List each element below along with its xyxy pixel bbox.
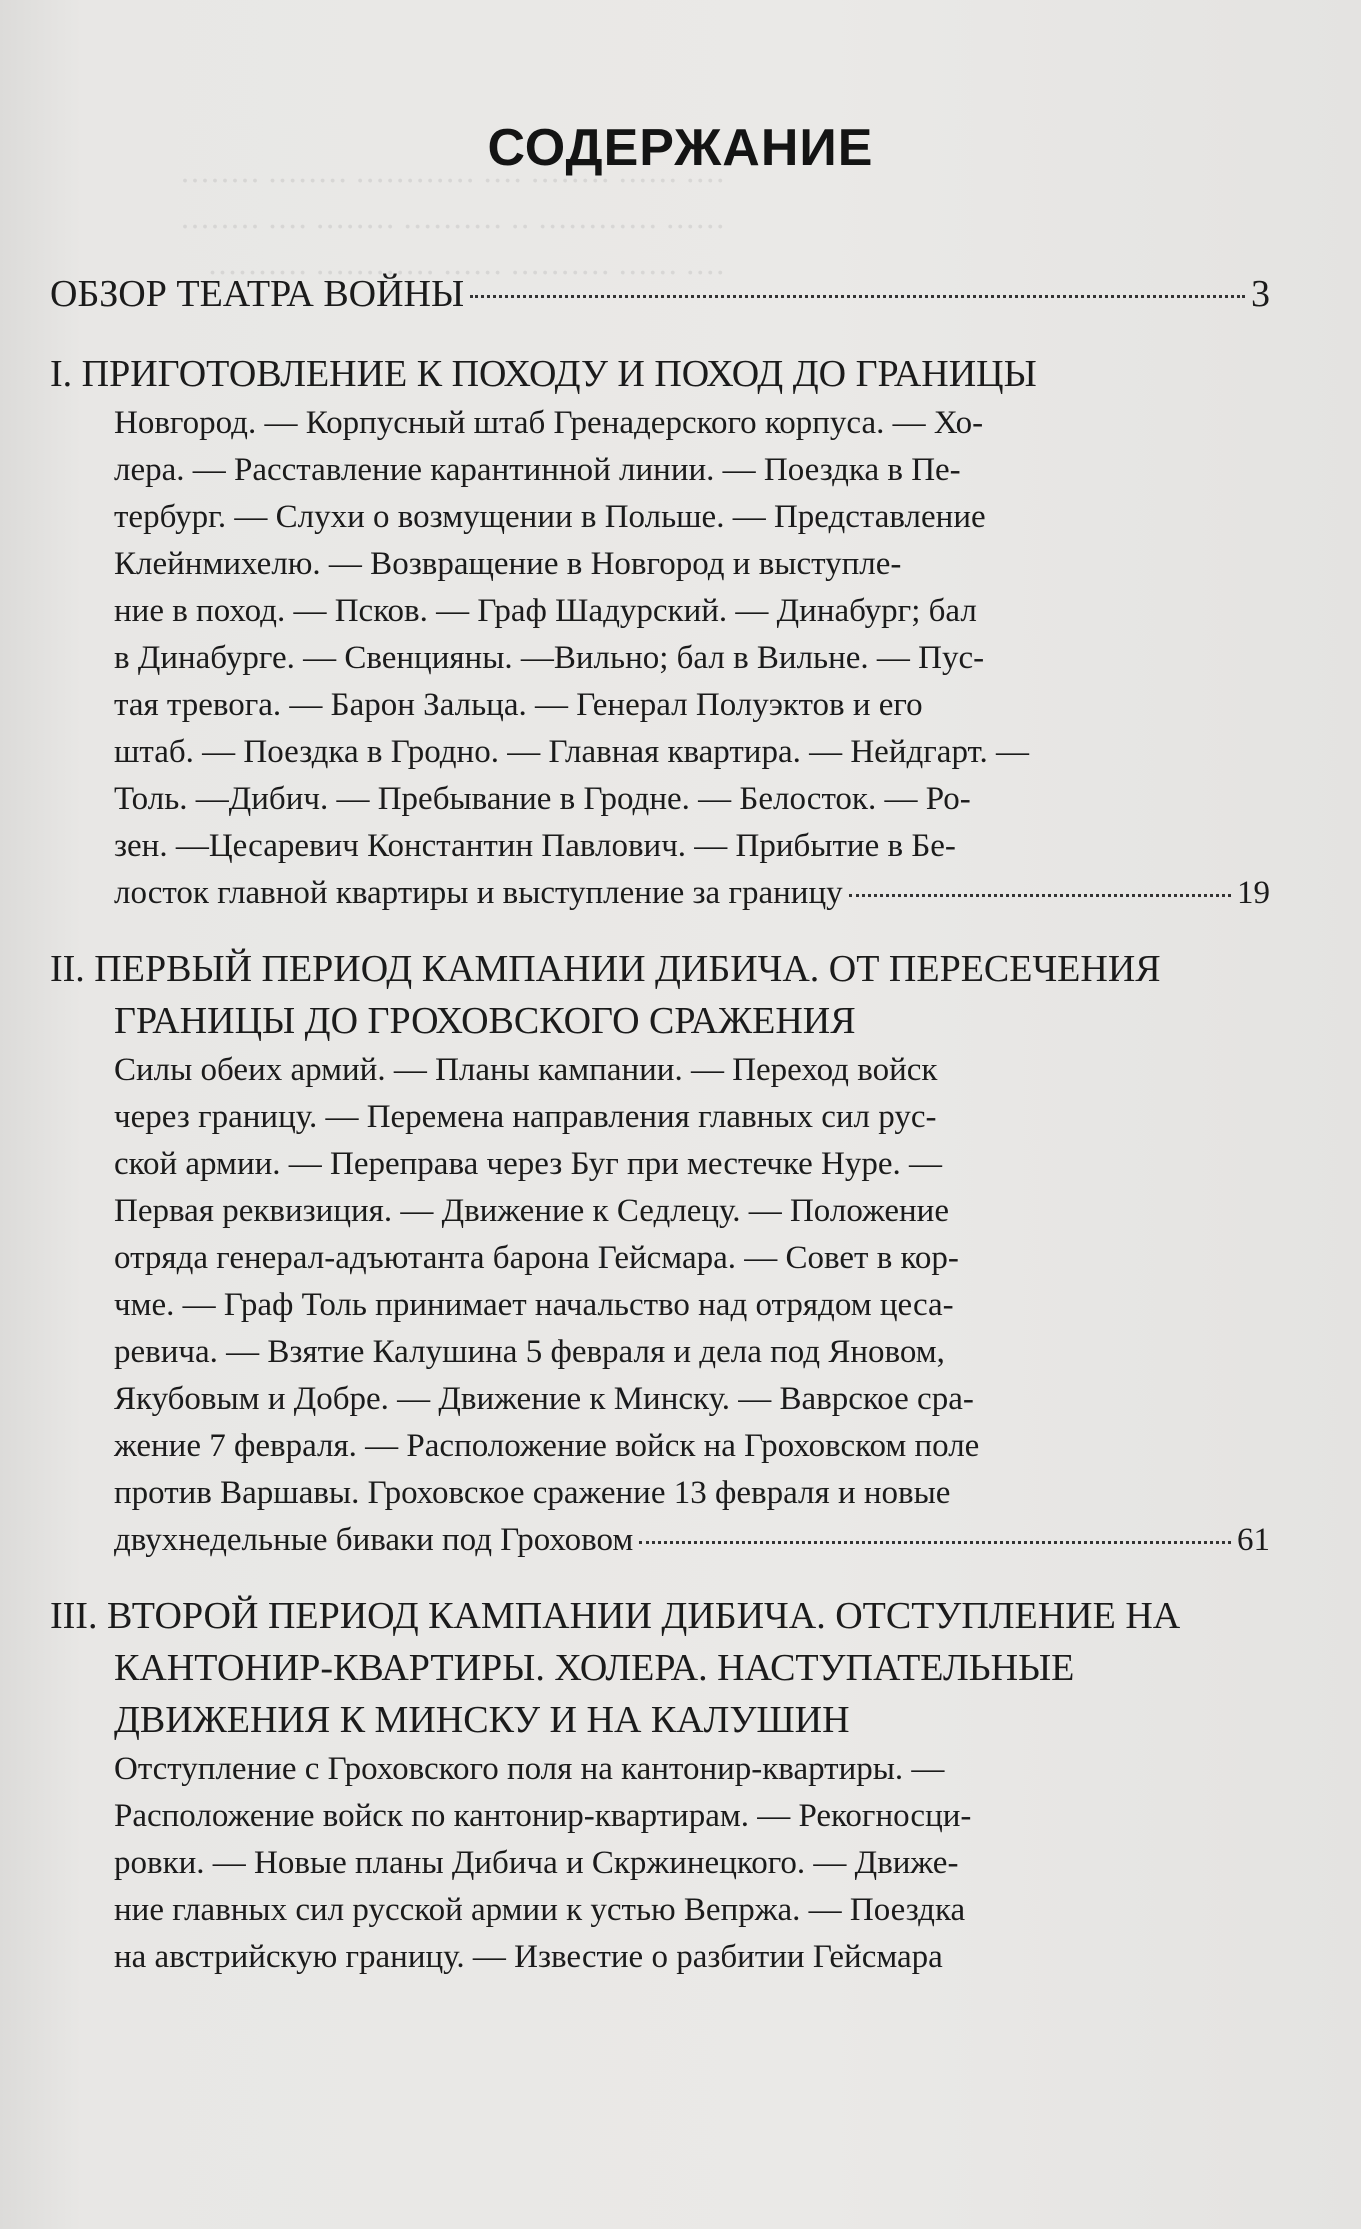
leader-dots	[639, 1541, 1231, 1544]
summary-line: жение 7 февраля. — Расположение войск на Гроховском поле	[114, 1428, 980, 1464]
summary-line: Силы обеих армий. — Планы кампании. — Переход войск	[114, 1052, 938, 1088]
summary-line: Новгород. — Корпусный штаб Гренадерского корпуса. — Хо-	[114, 405, 984, 441]
summary-line: ние в поход. — Псков. — Граф Шадурский. — Динабург; бал	[114, 593, 977, 629]
page-title: СОДЕРЖАНИЕ	[487, 119, 874, 177]
summary-line: ской армии. — Переправа через Буг при местечке Нуре. —	[114, 1146, 942, 1182]
leader-dots	[470, 295, 1245, 298]
summary-line: Расположение войск по кантонир-квартирам. — Рекогносци-	[114, 1798, 972, 1834]
chapter-title: II. ПЕРВЫЙ ПЕРИОД КАМПАНИИ ДИБИЧА. ОТ ПЕРЕСЕЧЕНИЯ ГРАНИЦЫ ДО ГРОХОВСКОГО СРАЖЕНИЯ	[50, 948, 1161, 1042]
summary-line: тербург. — Слухи о возмущении в Польше. — Представление	[114, 499, 986, 535]
chapter-title: I. ПРИГОТОВЛЕНИЕ К ПОХОДУ И ПОХОД ДО ГРАНИЦЫ	[50, 353, 1037, 395]
summary-line: Толь. —Дибич. — Пребывание в Гродне. — Белосток. — Ро-	[114, 781, 971, 817]
toc-page-number: 3	[1251, 273, 1270, 315]
toc-entry-overview[interactable]	[50, 268, 1270, 320]
summary-line: двухнедельные биваки под Гроховом	[114, 1522, 634, 1558]
summary-line: зен. —Цесаревич Константин Павлович. — Прибытие в Бе-	[114, 828, 956, 864]
summary-line: Первая реквизиция. — Движение к Седлецу. — Положение	[114, 1193, 949, 1229]
summary-line: Отступление с Гроховского поля на кантонир-квартиры. —	[114, 1751, 945, 1787]
summary-line: лосток главной квартиры и выступление за границу	[114, 875, 843, 911]
chapter-summary	[50, 1047, 1270, 1564]
summary-line: через границу. — Перемена направления главных сил рус-	[114, 1099, 937, 1135]
toc-chapter-2[interactable]	[50, 943, 1270, 1564]
bleed-through-texture: ‥‥ ‥‥‥ ‥‥‥‥ ‥‥ ‥‥‥‥‥‥ ‥‥‥‥ ‥‥‥‥ ‥‥‥ ‥‥‥‥‥‥ ‥ ‥‥‥‥‥ ‥‥‥‥ ‥‥ ‥‥‥‥ ‥‥ ‥‥‥ ‥‥‥‥‥ ‥‥‥ ‥‥‥‥‥‥ ‥‥‥‥‥	[180, 156, 726, 281]
summary-line: отряда генерал-адъютанта барона Гейсмара. — Совет в кор-	[114, 1240, 959, 1276]
summary-last-line	[114, 870, 1270, 917]
summary-line: в Динабурге. — Свенцияны. —Вильно; бал в Вильне. — Пус-	[114, 640, 985, 676]
chapter-summary	[50, 1746, 1270, 1981]
table-of-contents	[50, 268, 1270, 2007]
summary-line: против Варшавы. Гроховское сражение 13 февраля и новые	[114, 1475, 951, 1511]
summary-last-line	[114, 1517, 1270, 1564]
toc-chapter-1[interactable]	[50, 348, 1270, 917]
toc-entry-title: ОБЗОР ТЕАТРА ВОЙНЫ	[50, 273, 465, 315]
toc-page-number: 19	[1237, 875, 1270, 911]
summary-line: Клейнмихелю. — Возвращение в Новгород и выступле-	[114, 546, 902, 582]
summary-line: чме. — Граф Толь принимает начальство над отрядом цеса-	[114, 1287, 954, 1323]
summary-line: Якубовым и Добре. — Движение к Минску. — Ваврское сра-	[114, 1381, 974, 1417]
chapter-title: III. ВТОРОЙ ПЕРИОД КАМПАНИИ ДИБИЧА. ОТСТУПЛЕНИЕ НА КАНТОНИР-КВАРТИРЫ. ХОЛЕРА. НАСТУПАТЕЛЬНЫЕ ДВИЖЕНИЯ К МИНСКУ И НА КАЛУШИН	[50, 1595, 1181, 1741]
chapter-summary	[50, 400, 1270, 917]
summary-line: лера. — Расставление карантинной линии. — Поездка в Пе-	[114, 452, 961, 488]
summary-line: тая тревога. — Барон Зальца. — Генерал Полуэктов и его	[114, 687, 923, 723]
toc-page-number: 61	[1237, 1522, 1270, 1558]
summary-line: ровки. — Новые планы Дибича и Скржинецкого. — Движе-	[114, 1845, 959, 1881]
summary-line: штаб. — Поездка в Гродно. — Главная квартира. — Нейдгарт. —	[114, 734, 1029, 770]
summary-line: ревича. — Взятие Калушина 5 февраля и дела под Яновом,	[114, 1334, 945, 1370]
summary-line: на австрийскую границу. — Известие о разбитии Гейсмара	[114, 1939, 943, 1975]
leader-dots	[849, 894, 1231, 897]
summary-line: ние главных сил русской армии к устью Вепржа. — Поездка	[114, 1892, 966, 1928]
toc-chapter-3[interactable]	[50, 1590, 1270, 1981]
